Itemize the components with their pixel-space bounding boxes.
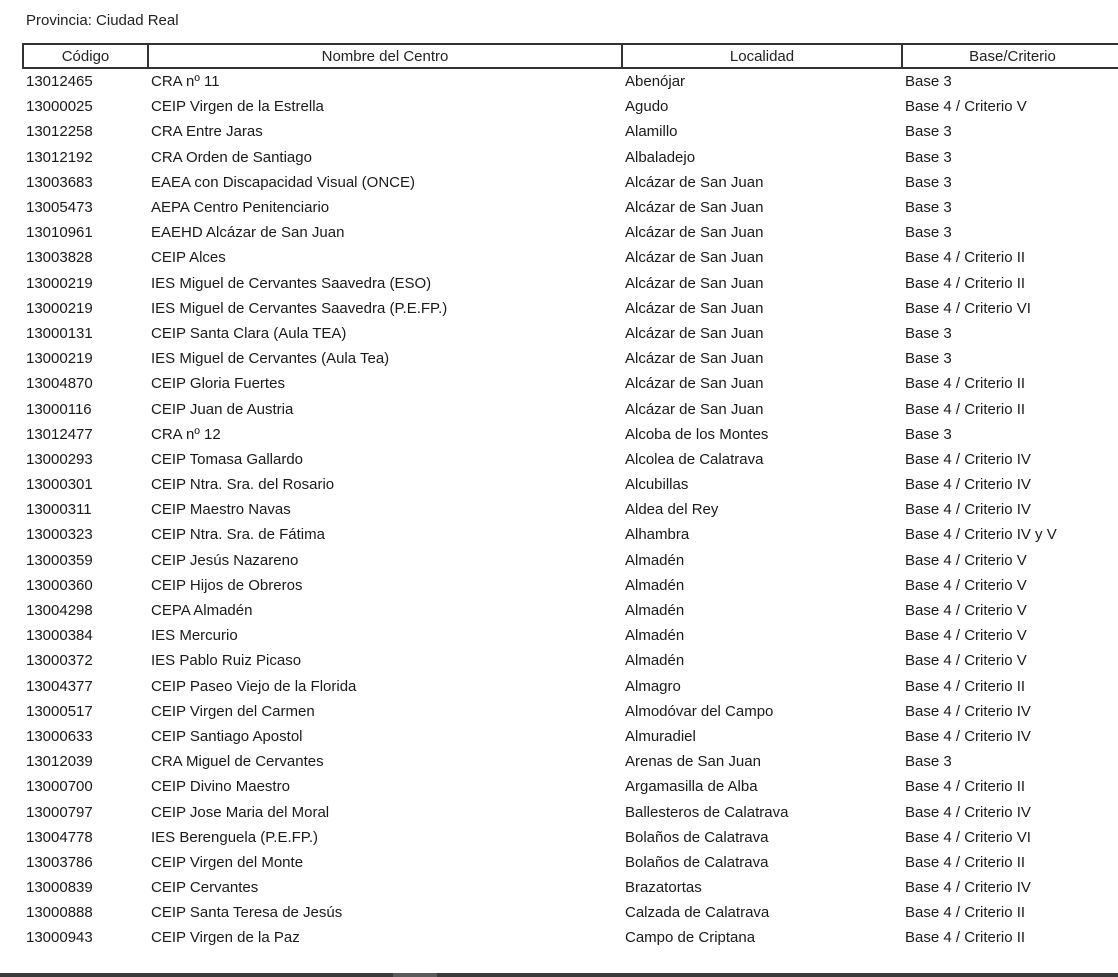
cell-codigo: 13000360 bbox=[26, 576, 93, 594]
table-row bbox=[23, 271, 1118, 296]
cell-base: Base 4 / Criterio II bbox=[905, 778, 1026, 796]
cell-name: CEIP Virgen del Carmen bbox=[151, 702, 315, 720]
table-row bbox=[23, 472, 1118, 497]
cell-loc: Argamasilla de Alba bbox=[625, 778, 758, 796]
cell-name: EAEA con Discapacidad Visual (ONCE) bbox=[151, 173, 416, 191]
table-row bbox=[23, 68, 1118, 94]
cell-name: CEIP Cervantes bbox=[151, 879, 259, 897]
table-header-row bbox=[23, 44, 1118, 68]
header-localidad: Localidad bbox=[622, 44, 902, 68]
cell-name: CEIP Maestro Navas bbox=[151, 501, 291, 519]
table-row bbox=[23, 674, 1118, 699]
cell-name: CEIP Juan de Austria bbox=[151, 400, 294, 418]
table-row bbox=[23, 875, 1118, 900]
cell-codigo: 13000301 bbox=[26, 476, 93, 494]
cell-base: Base 4 / Criterio II bbox=[905, 929, 1026, 947]
table-row bbox=[23, 145, 1118, 170]
cell-name: CEIP Santa Clara (Aula TEA) bbox=[151, 324, 347, 342]
cell-base: Base 3 bbox=[905, 199, 952, 217]
cell-loc: Aldea del Rey bbox=[625, 501, 719, 519]
cell-codigo: 13004298 bbox=[26, 602, 93, 620]
centers-table bbox=[22, 43, 1118, 951]
bottom-edge-segment bbox=[393, 973, 437, 977]
table-row bbox=[23, 346, 1118, 371]
cell-name: CEIP Divino Maestro bbox=[151, 778, 290, 796]
cell-codigo: 13000219 bbox=[26, 274, 93, 292]
cell-loc: Albaladejo bbox=[625, 148, 696, 166]
cell-loc: Alcubillas bbox=[625, 476, 689, 494]
table-row bbox=[23, 724, 1118, 749]
cell-loc: Alcoba de los Montes bbox=[625, 425, 769, 443]
cell-codigo: 13004778 bbox=[26, 828, 93, 846]
cell-loc: Bolaños de Calatrava bbox=[625, 853, 769, 871]
table-row bbox=[23, 774, 1118, 799]
cell-base: Base 4 / Criterio V bbox=[905, 98, 1027, 116]
cell-base: Base 3 bbox=[905, 123, 952, 141]
cell-loc: Ballesteros de Calatrava bbox=[625, 803, 789, 821]
cell-loc: Almadén bbox=[625, 602, 685, 620]
cell-base: Base 4 / Criterio IV y V bbox=[905, 526, 1057, 544]
cell-base: Base 4 / Criterio IV bbox=[905, 803, 1031, 821]
cell-base: Base 4 / Criterio IV bbox=[905, 702, 1031, 720]
cell-name: CEIP Tomasa Gallardo bbox=[151, 450, 304, 468]
cell-loc: Abenójar bbox=[625, 73, 686, 91]
cell-codigo: 13000131 bbox=[26, 324, 93, 342]
cell-codigo: 13000517 bbox=[26, 702, 93, 720]
cell-name: IES Miguel de Cervantes Saavedra (ESO) bbox=[151, 274, 432, 292]
cell-loc: Almadén bbox=[625, 627, 685, 645]
cell-name: CEIP Virgen de la Estrella bbox=[151, 98, 324, 116]
cell-base: Base 4 / Criterio II bbox=[905, 375, 1026, 393]
cell-loc: Bolaños de Calatrava bbox=[625, 828, 769, 846]
cell-name: CEIP Ntra. Sra. del Rosario bbox=[151, 476, 335, 494]
cell-base: Base 4 / Criterio VI bbox=[905, 828, 1031, 846]
cell-base: Base 3 bbox=[905, 350, 952, 368]
cell-loc: Alcázar de San Juan bbox=[625, 400, 764, 418]
cell-base: Base 3 bbox=[905, 425, 952, 443]
cell-base: Base 3 bbox=[905, 753, 952, 771]
cell-base: Base 4 / Criterio II bbox=[905, 904, 1026, 922]
table-row bbox=[23, 623, 1118, 648]
cell-loc: Almadén bbox=[625, 576, 685, 594]
table-row bbox=[23, 245, 1118, 270]
cell-base: Base 4 / Criterio II bbox=[905, 677, 1026, 695]
header-nombre-centro: Nombre del Centro bbox=[148, 44, 622, 68]
cell-base: Base 4 / Criterio VI bbox=[905, 299, 1031, 317]
table-body bbox=[23, 68, 1118, 951]
table-row bbox=[23, 296, 1118, 321]
cell-codigo: 13000384 bbox=[26, 627, 93, 645]
cell-name: CEIP Virgen de la Paz bbox=[151, 929, 300, 947]
cell-codigo: 13000311 bbox=[26, 501, 92, 519]
province-label: Provincia: Ciudad Real bbox=[26, 12, 179, 29]
cell-codigo: 13004870 bbox=[26, 375, 93, 393]
table-row bbox=[23, 447, 1118, 472]
cell-base: Base 3 bbox=[905, 324, 952, 342]
table-row bbox=[23, 396, 1118, 421]
cell-codigo: 13000359 bbox=[26, 551, 93, 569]
bottom-edge-bar bbox=[0, 973, 1118, 977]
cell-name: CEIP Virgen del Monte bbox=[151, 853, 304, 871]
cell-loc: Arenas de San Juan bbox=[625, 753, 761, 771]
cell-name: AEPA Centro Penitenciario bbox=[151, 199, 330, 217]
table-row bbox=[23, 119, 1118, 144]
cell-loc: Alcázar de San Juan bbox=[625, 324, 764, 342]
cell-codigo: 13000700 bbox=[26, 778, 93, 796]
cell-base: Base 4 / Criterio IV bbox=[905, 476, 1031, 494]
cell-codigo: 13000025 bbox=[26, 98, 93, 116]
cell-codigo: 13003828 bbox=[26, 249, 93, 267]
cell-codigo: 13000219 bbox=[26, 350, 93, 368]
cell-codigo: 13012258 bbox=[26, 123, 93, 141]
cell-name: CEIP Hijos de Obreros bbox=[151, 576, 303, 594]
cell-base: Base 4 / Criterio II bbox=[905, 249, 1026, 267]
table-row bbox=[23, 699, 1118, 724]
cell-loc: Campo de Criptana bbox=[625, 929, 756, 947]
cell-base: Base 3 bbox=[905, 73, 952, 91]
cell-loc: Alamillo bbox=[625, 123, 678, 141]
cell-loc: Almagro bbox=[625, 677, 681, 695]
cell-name: CEIP Santiago Apostol bbox=[151, 727, 303, 745]
cell-name: CEIP Jose Maria del Moral bbox=[151, 803, 330, 821]
cell-codigo: 13010961 bbox=[26, 224, 93, 242]
cell-name: EAEHD Alcázar de San Juan bbox=[151, 224, 345, 242]
cell-codigo: 13000888 bbox=[26, 904, 93, 922]
table-row bbox=[23, 548, 1118, 573]
cell-codigo: 13012039 bbox=[26, 753, 93, 771]
cell-codigo: 13000219 bbox=[26, 299, 93, 317]
cell-codigo: 13012465 bbox=[26, 73, 93, 91]
cell-loc: Almadén bbox=[625, 551, 685, 569]
cell-loc: Alhambra bbox=[625, 526, 690, 544]
cell-base: Base 4 / Criterio IV bbox=[905, 450, 1031, 468]
table-row bbox=[23, 321, 1118, 346]
table-row bbox=[23, 195, 1118, 220]
cell-base: Base 4 / Criterio V bbox=[905, 551, 1027, 569]
cell-name: CEIP Jesús Nazareno bbox=[151, 551, 299, 569]
table-row bbox=[23, 900, 1118, 925]
cell-name: CRA Entre Jaras bbox=[151, 123, 263, 141]
table-row bbox=[23, 925, 1118, 950]
cell-base: Base 3 bbox=[905, 173, 952, 191]
table-row bbox=[23, 799, 1118, 824]
cell-loc: Almadén bbox=[625, 652, 685, 670]
cell-loc: Alcázar de San Juan bbox=[625, 350, 764, 368]
cell-base: Base 4 / Criterio II bbox=[905, 274, 1026, 292]
cell-loc: Calzada de Calatrava bbox=[625, 904, 770, 922]
cell-base: Base 4 / Criterio V bbox=[905, 602, 1027, 620]
cell-codigo: 13005473 bbox=[26, 199, 93, 217]
header-base-criterio: Base/Criterio bbox=[902, 44, 1118, 68]
cell-codigo: 13000116 bbox=[26, 400, 92, 418]
cell-codigo: 13000943 bbox=[26, 929, 93, 947]
cell-codigo: 13003683 bbox=[26, 173, 93, 191]
cell-name: CEIP Santa Teresa de Jesús bbox=[151, 904, 343, 922]
table-row bbox=[23, 825, 1118, 850]
cell-name: CRA Orden de Santiago bbox=[151, 148, 312, 166]
cell-name: IES Miguel de Cervantes (Aula Tea) bbox=[151, 350, 390, 368]
cell-base: Base 4 / Criterio IV bbox=[905, 501, 1031, 519]
cell-loc: Alcázar de San Juan bbox=[625, 199, 764, 217]
centers-table-container bbox=[22, 43, 1118, 951]
cell-codigo: 13000797 bbox=[26, 803, 93, 821]
cell-codigo: 13000839 bbox=[26, 879, 93, 897]
table-row bbox=[23, 598, 1118, 623]
table-row bbox=[23, 170, 1118, 195]
cell-loc: Alcázar de San Juan bbox=[625, 249, 764, 267]
cell-base: Base 4 / Criterio V bbox=[905, 652, 1027, 670]
table-row bbox=[23, 850, 1118, 875]
cell-loc: Agudo bbox=[625, 98, 669, 116]
cell-codigo: 13004377 bbox=[26, 677, 93, 695]
table-row bbox=[23, 648, 1118, 673]
table-row bbox=[23, 749, 1118, 774]
cell-loc: Alcázar de San Juan bbox=[625, 173, 764, 191]
cell-name: CEPA Almadén bbox=[151, 602, 253, 620]
table-row bbox=[23, 94, 1118, 119]
cell-base: Base 3 bbox=[905, 148, 952, 166]
cell-codigo: 13000293 bbox=[26, 450, 93, 468]
cell-base: Base 3 bbox=[905, 224, 952, 242]
table-row bbox=[23, 371, 1118, 396]
cell-loc: Brazatortas bbox=[625, 879, 702, 897]
cell-name: IES Pablo Ruiz Picaso bbox=[151, 652, 302, 670]
cell-loc: Almodóvar del Campo bbox=[625, 702, 774, 720]
table-row bbox=[23, 522, 1118, 547]
cell-codigo: 13012477 bbox=[26, 425, 93, 443]
table-row bbox=[23, 220, 1118, 245]
cell-base: Base 4 / Criterio IV bbox=[905, 879, 1031, 897]
cell-name: CEIP Paseo Viejo de la Florida bbox=[151, 677, 357, 695]
cell-name: CRA nº 11 bbox=[151, 73, 220, 91]
cell-loc: Alcázar de San Juan bbox=[625, 375, 764, 393]
cell-loc: Alcázar de San Juan bbox=[625, 274, 764, 292]
cell-codigo: 13003786 bbox=[26, 853, 93, 871]
table-row bbox=[23, 422, 1118, 447]
cell-name: CRA Miguel de Cervantes bbox=[151, 753, 324, 771]
cell-base: Base 4 / Criterio II bbox=[905, 853, 1026, 871]
cell-codigo: 13000372 bbox=[26, 652, 93, 670]
cell-name: IES Mercurio bbox=[151, 627, 238, 645]
cell-loc: Alcolea de Calatrava bbox=[625, 450, 764, 468]
cell-codigo: 13012192 bbox=[26, 148, 93, 166]
cell-name: CEIP Alces bbox=[151, 249, 226, 267]
cell-name: CRA nº 12 bbox=[151, 425, 221, 443]
cell-base: Base 4 / Criterio II bbox=[905, 400, 1026, 418]
cell-name: CEIP Ntra. Sra. de Fátima bbox=[151, 526, 325, 544]
cell-name: CEIP Gloria Fuertes bbox=[151, 375, 285, 393]
cell-base: Base 4 / Criterio IV bbox=[905, 727, 1031, 745]
cell-name: IES Berenguela (P.E.FP.) bbox=[151, 828, 319, 846]
cell-name: IES Miguel de Cervantes Saavedra (P.E.FP.) bbox=[151, 299, 448, 317]
cell-codigo: 13000633 bbox=[26, 727, 93, 745]
cell-loc: Almuradiel bbox=[625, 727, 696, 745]
cell-loc: Alcázar de San Juan bbox=[625, 299, 764, 317]
table-row bbox=[23, 497, 1118, 522]
cell-base: Base 4 / Criterio V bbox=[905, 627, 1027, 645]
cell-base: Base 4 / Criterio V bbox=[905, 576, 1027, 594]
header-codigo: Código bbox=[23, 44, 148, 68]
table-row bbox=[23, 573, 1118, 598]
cell-codigo: 13000323 bbox=[26, 526, 93, 544]
cell-loc: Alcázar de San Juan bbox=[625, 224, 764, 242]
